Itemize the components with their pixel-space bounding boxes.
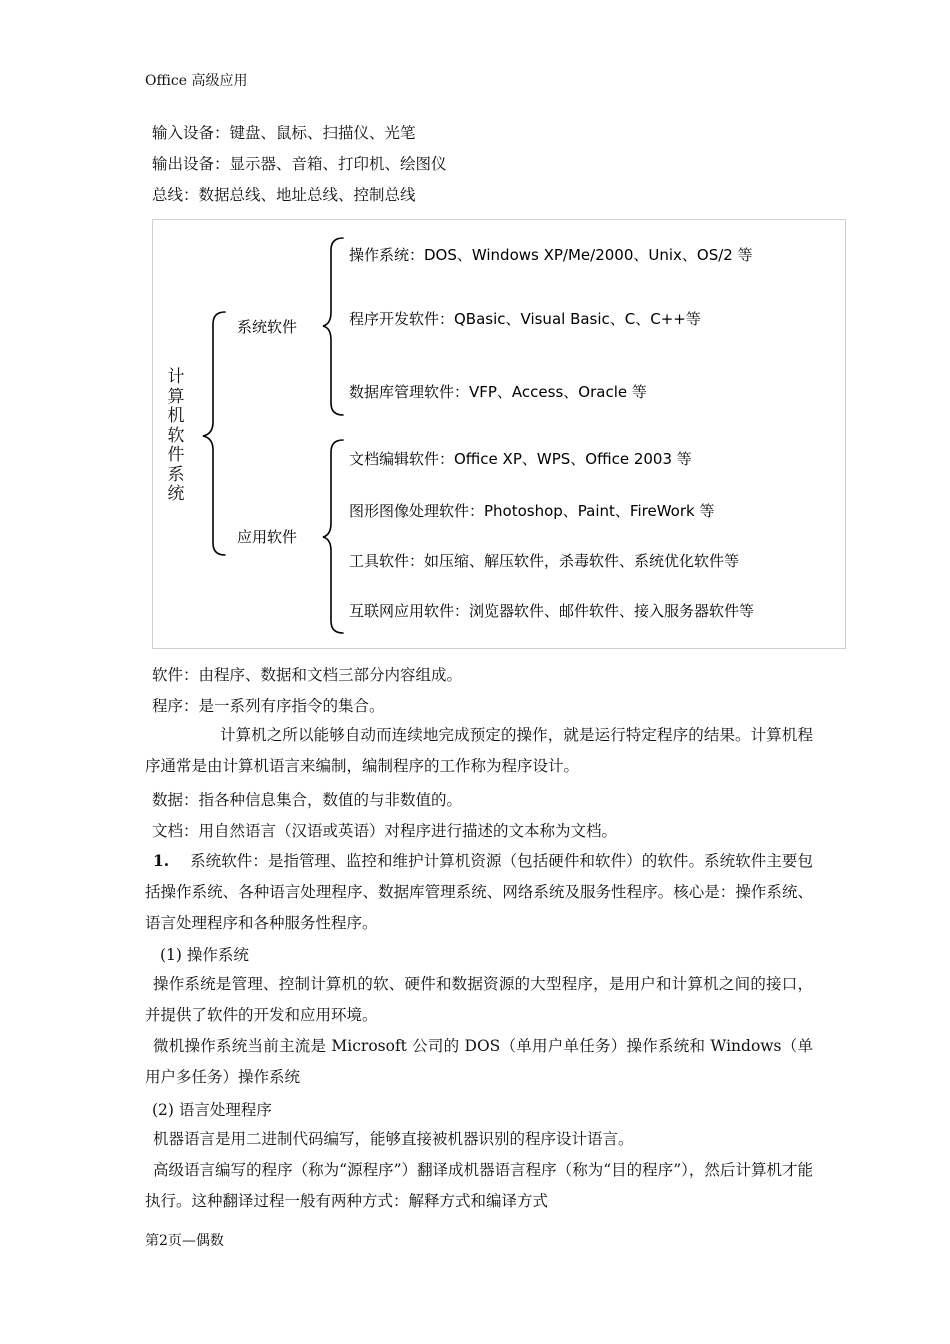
- subsection-2-title: (2) 语言处理程序: [152, 1101, 272, 1119]
- system-software-label: 系统软件: [237, 318, 298, 336]
- section-1-text: 系统软件：是指管理、监控和维护计算机资源（包括硬件和软件）的软件。系统软件主要包括操作系统、各种语言处理程序、数据库管理系统、网络系统及服务性程序。核心是：操作系统、语言处理程序和各种服务性程序。: [145, 852, 813, 932]
- os-paragraph-2: 微机操作系统当前主流是 Microsoft 公司的 DOS（单用户单任务）操作系统和 Windows（单用户多任务）操作系统: [145, 1037, 813, 1086]
- page-footer: 第2页—偶数: [145, 1233, 224, 1249]
- system-brace: [323, 238, 343, 415]
- software-system-diagram: [152, 219, 846, 649]
- page-header: Office 高级应用: [145, 73, 248, 89]
- application-brace: [323, 440, 343, 633]
- app-item-internet: 互联网应用软件：浏览器软件、邮件软件、接入服务器软件等: [349, 602, 755, 620]
- section-1-paragraph: [145, 845, 813, 939]
- document-definition: 文档：用自然语言（汉语或英语）对程序进行描述的文本称为文档。: [152, 822, 618, 840]
- application-software-label: 应用软件: [237, 528, 298, 546]
- system-item-os: 操作系统：DOS、Windows XP/Me/2000、Unix、OS/2 等: [349, 246, 753, 264]
- language-paragraph-2: 高级语言编写的程序（称为“源程序”）翻译成机器语言程序（称为“目的程序”），然后计算机才能执行。这种翻译过程一般有两种方式：解释方式和编译方式: [145, 1161, 813, 1210]
- system-item-dev: 程序开发软件：QBasic、Visual Basic、C、C++等: [349, 310, 701, 328]
- bus-line: 总线：数据总线、地址总线、控制总线: [152, 186, 416, 204]
- app-item-graphics: 图形图像处理软件：Photoshop、Paint、FireWork 等: [349, 502, 715, 520]
- program-definition: 程序：是一系列有序指令的集合。: [152, 697, 385, 715]
- app-item-tools: 工具软件：如压缩、解压软件，杀毒软件、系统优化软件等: [349, 552, 740, 570]
- diagram-braces: [153, 220, 845, 648]
- data-definition: 数据：指各种信息集合，数值的与非数值的。: [152, 791, 463, 809]
- software-definition: 软件：由程序、数据和文档三部分内容组成。: [152, 666, 463, 684]
- input-devices-line: 输入设备：键盘、鼠标、扫描仪、光笔: [152, 124, 416, 142]
- diagram-root-label: 计算机软件系统: [167, 367, 185, 504]
- output-devices-line: 输出设备：显示器、音箱、打印机、绘图仪: [152, 155, 447, 173]
- system-item-db: 数据库管理软件：VFP、Access、Oracle 等: [349, 383, 647, 401]
- root-brace: [203, 312, 225, 555]
- program-paragraph: 计算机之所以能够自动而连续地完成预定的操作，就是运行特定程序的结果。计算机程序通常是由计算机语言来编制，编制程序的工作称为程序设计。: [145, 726, 813, 775]
- os-paragraph-1: 操作系统是管理、控制计算机的软、硬件和数据资源的大型程序，是用户和计算机之间的接口，并提供了软件的开发和应用环境。: [145, 975, 813, 1024]
- app-item-doc: 文档编辑软件：Office XP、WPS、Office 2003 等: [349, 450, 692, 468]
- subsection-1-title: (1) 操作系统: [160, 946, 249, 964]
- language-paragraph-1: 机器语言是用二进制代码编写，能够直接被机器识别的程序设计语言。: [153, 1130, 634, 1148]
- section-1-number: 1.: [153, 851, 170, 870]
